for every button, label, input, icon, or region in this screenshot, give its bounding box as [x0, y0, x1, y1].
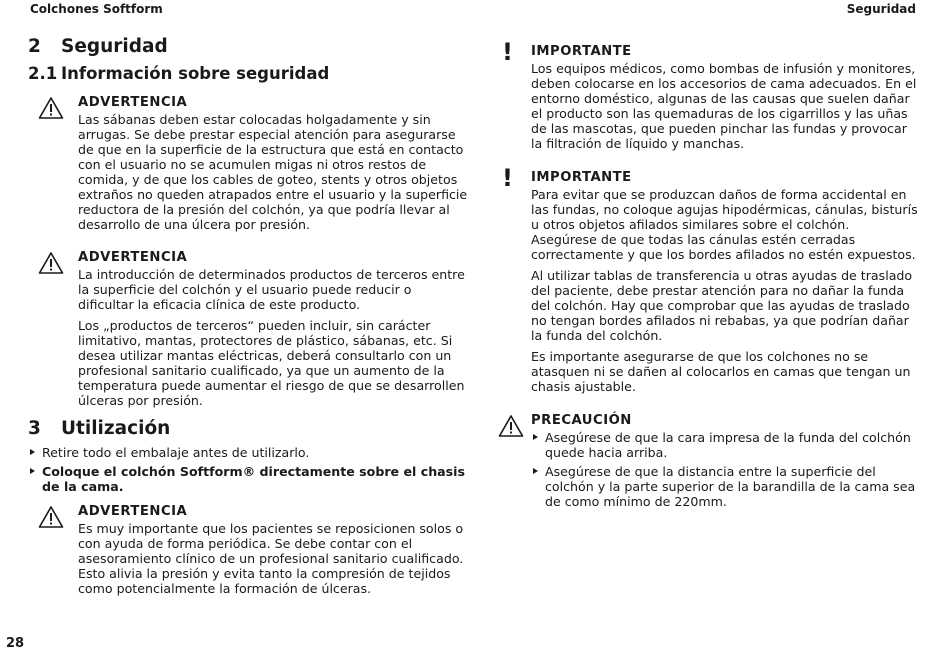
exclamation-icon: ! [502, 164, 513, 192]
list-item: Coloque el colchón Softform® directamente sobre el chasis de la cama. [28, 464, 468, 494]
warning-note-3 [28, 504, 468, 602]
section-3-heading [28, 418, 170, 439]
section-2-1-heading [28, 64, 329, 83]
warning-triangle-icon [38, 505, 64, 529]
section-3-number: 3 [28, 418, 41, 439]
warning-text: La introducción de determinados productos de terceros entre la superficie del colchón y el usuario puede reducir o dificultar la eficacia clínica de este producto. [78, 267, 465, 312]
warning-title: ADVERTENCIA [78, 95, 188, 110]
section-2-1-number: 2.1 [28, 64, 58, 83]
important-note-1 [488, 38, 918, 157]
section-2-1-title: Información sobre seguridad [61, 64, 330, 83]
important-text: Los equipos médicos, como bombas de infusión y monitores, deben colocarse en los accesorios de cama adecuados. En el entorno doméstico, algunas de las causas que suelen dañar el producto son las quemaduras de los cigarrillos y las uñas de las mascotas, que pueden pinchar las fundas y provocar la filtración de líquido y manchas. [531, 61, 917, 151]
warning-triangle-icon [38, 96, 64, 120]
running-header-title: Colchones Softform [30, 2, 163, 16]
list-item: Asegúrese de que la distancia entre la superficie del colchón y la parte superior de la barandilla de la cama sea de como mínimo de 220mm. [531, 464, 918, 509]
warning-triangle-icon [38, 251, 64, 275]
exclamation-icon: ! [502, 38, 513, 66]
important-text: Para evitar que se produzcan daños de forma accidental en las fundas, no coloque agujas hipodérmicas, cánulas, bisturís u otros objetos afilados similares sobre el colchón. Asegúrese de que todas las cánulas estén cerradas correctamente y que los bordes afilados no estén expuestos. [531, 187, 918, 262]
list-item: Retire todo el embalaje antes de utilizarlo. [28, 445, 468, 460]
warning-triangle-icon [498, 414, 524, 438]
section-3-title: Utilización [61, 418, 171, 439]
caution-note [488, 413, 918, 513]
list-item: Asegúrese de que la cara impresa de la funda del colchón quede hacia arriba. [531, 430, 918, 460]
important-text: Al utilizar tablas de transferencia u otras ayudas de traslado del paciente, debe prestar atención para no dañar la funda del colchón. Hay que comprobar que las ayudas de traslado no tengan bordes afilados ni rebabas, ya que podrían dañar la funda del colchón. [531, 268, 913, 343]
page-number: 28 [6, 636, 25, 651]
section-2-title: Seguridad [61, 36, 168, 57]
warning-text: Es muy importante que los pacientes se reposicionen solos o con ayuda de forma periódica. Se debe contar con el asesoramiento clínico de un profesional sanitario cualificado. Esto alivia la presión y evita tanto la compresión de tejidos como potencialmente la formación de úlceras. [78, 521, 464, 596]
important-note-2 [488, 164, 918, 400]
important-text: Es importante asegurarse de que los colchones no se atasquen ni se dañen al colocarlos en camas que tengan un chasis ajustable. [531, 349, 911, 394]
section-2-number: 2 [28, 36, 41, 57]
important-title: IMPORTANTE [531, 44, 632, 59]
warning-note-2 [28, 250, 468, 414]
usage-steps [28, 445, 468, 498]
caution-title: PRECAUCIÓN [531, 413, 632, 428]
section-2-heading [28, 36, 168, 57]
warning-text: Los „productos de terceros“ pueden incluir, sin carácter limitativo, mantas, protectores de plástico, sábanas, etc. Si desea utilizar mantas eléctricas, deberá consultarlo con un profesional sanitario cualificado, ya que un aumento de la temperatura puede aumentar el riesgo de que se desarrollen úlceras por presión. [78, 318, 465, 408]
running-header-section: Seguridad [846, 2, 916, 16]
important-title: IMPORTANTE [531, 170, 632, 185]
warning-text: Las sábanas deben estar colocadas holgadamente y sin arrugas. Se debe prestar especial atención para asegurarse de que en la superficie de la estructura que está en contacto con el usuario no se acumulen migas ni otros restos de comida, y de que los cables de goteo, stents y otros objetos extraños no queden atrapados entre el usuario y la superficie reductora de la presión del colchón, ya que podría llevar al desarrollo de una úlcera por presión. [78, 112, 468, 232]
warning-note-1 [28, 95, 468, 238]
warning-title: ADVERTENCIA [78, 504, 188, 519]
warning-title: ADVERTENCIA [78, 250, 188, 265]
